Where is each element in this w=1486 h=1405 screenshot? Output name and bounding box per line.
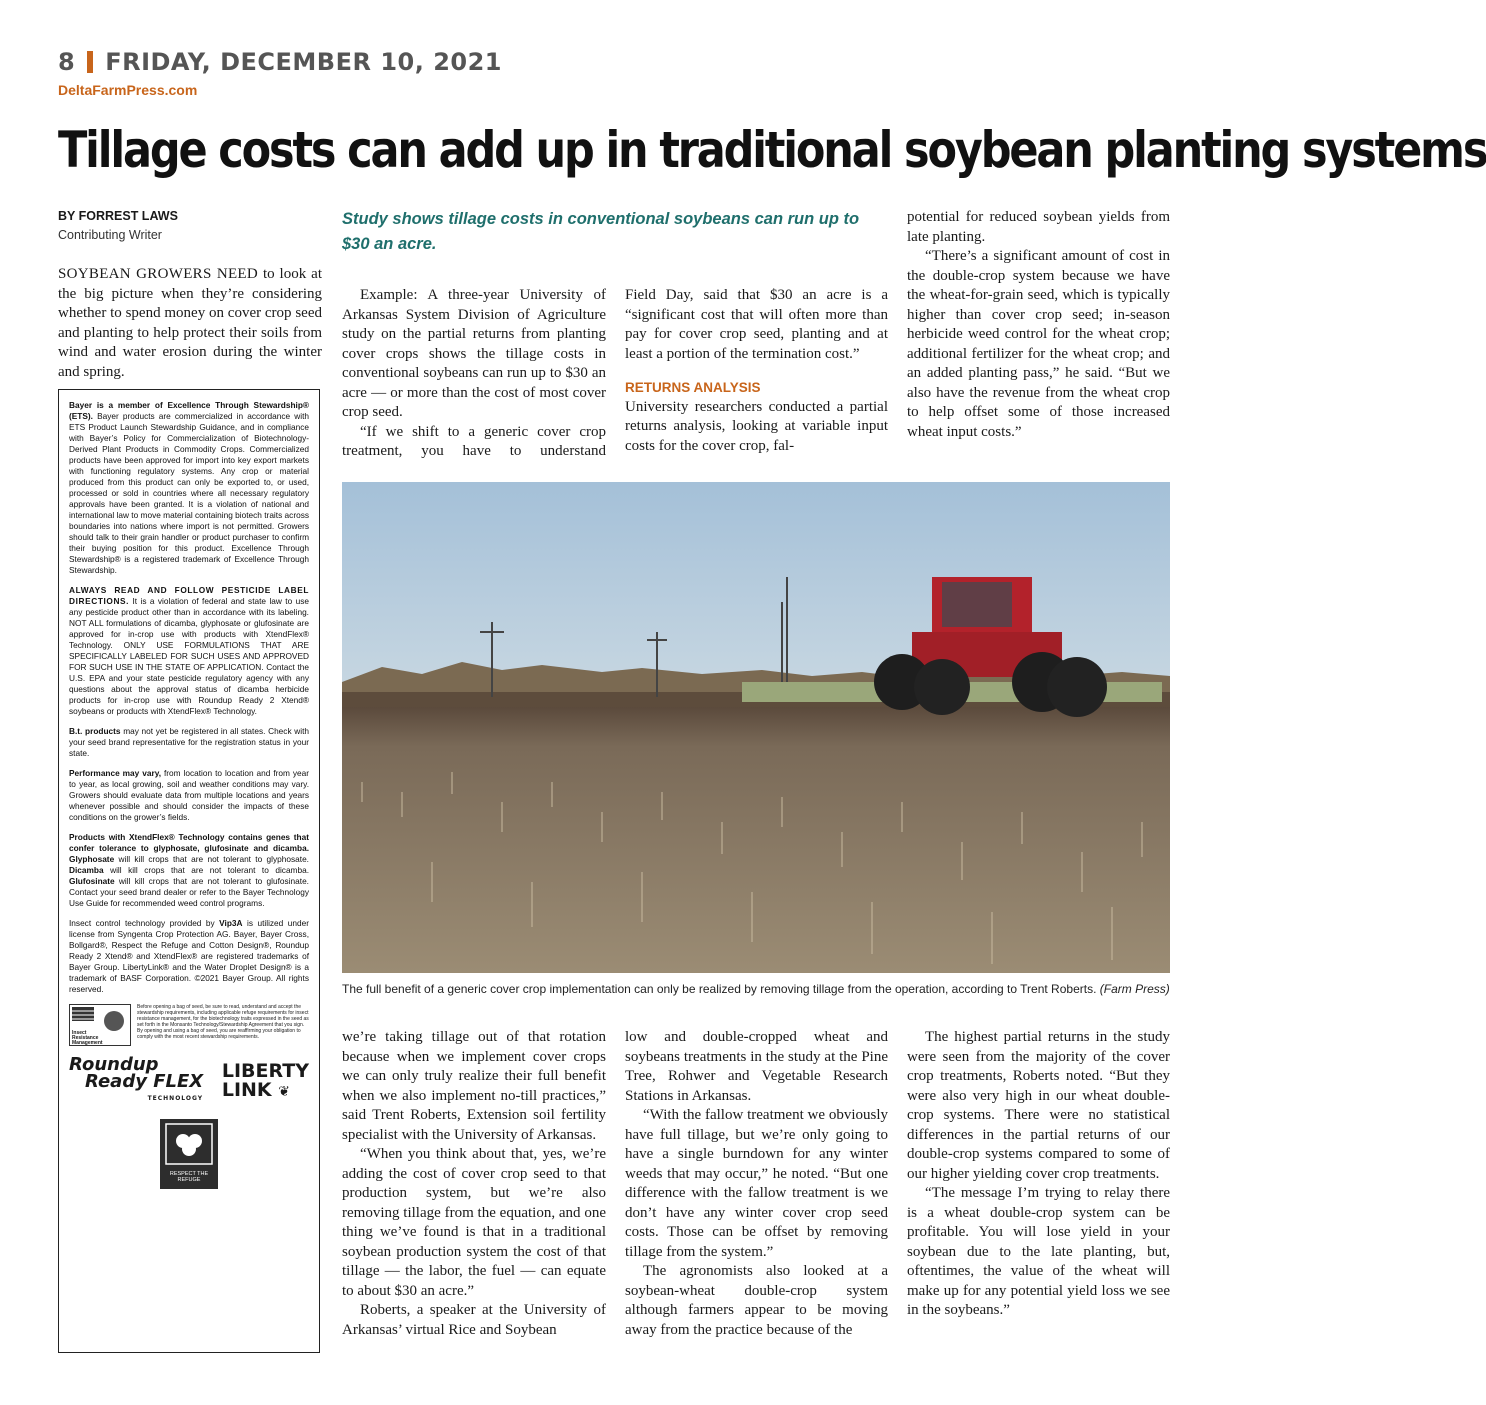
byline-role: Contributing Writer	[58, 228, 162, 242]
disclaimer-bold: Dicamba	[69, 865, 104, 875]
column-3-top	[625, 286, 888, 456]
headline: Tillage costs can add up in traditional soybean planting systems	[58, 121, 1486, 179]
stewardship-disclaimer-box	[58, 389, 320, 1353]
cotton-boll-icon	[160, 1119, 218, 1169]
disclaimer-bold: Performance may vary,	[69, 768, 162, 778]
paragraph: The agronomists also looked at a soybean-wheat double-crop system although farmers appear to be moving away from the practice because of the	[625, 1263, 888, 1338]
paragraph: Roberts, a speaker at the University of Arkansas’ virtual Rice and Soybean	[342, 1302, 606, 1338]
respect-the-refuge-logo	[160, 1119, 218, 1189]
tractor-field-image	[342, 482, 1170, 973]
paragraph: “With the fallow treatment we obviously have full tillage, but we’re only going to have a single burndown for any winter weeds that may occur,” he noted. “But one difference with the fallow treatment is we don’t have any winter cover crop seed costs. Those can be offset by removing tillage from the system.”	[625, 1107, 888, 1260]
paragraph: Example: A three-year University of Arkansas System Division of Agriculture study on the partial returns from planting cover crops shows the tillage costs in conventional soybeans can run up to $30 an acre — or more than the cost of most cover crop seed.	[342, 287, 606, 420]
paragraph: Field Day, said that $30 an acre is a “significant cost that will often more than pay for cover crop seed, planting and at least a portion of the termination cost.”	[625, 287, 888, 362]
paragraph: “If we shift to a generic cover crop treatment, you have to understand	[342, 423, 606, 459]
disclaimer-text: will kill crops that are not tolerant to glyphosate.	[114, 854, 309, 864]
column-2-bottom	[342, 1028, 606, 1340]
disclaimer-bold: B.t. products	[69, 726, 121, 736]
lead-paragraph	[58, 265, 322, 382]
logo-text: Roundup	[69, 1054, 159, 1075]
disclaimer-bold: ALWAYS READ AND FOLLOW PESTICIDE LABEL DIRECTIONS.	[69, 585, 309, 606]
subhead: RETURNS ANALYSIS	[625, 380, 761, 395]
disclaimer-paragraph	[69, 400, 309, 576]
caption-text: The full benefit of a generic cover crop implementation can only be realized by removing tillage from the operation, according to Trent Roberts.	[342, 982, 1097, 996]
disclaimer-text: may not yet be registered in all states. Check with your seed brand representative for the registration status in your state.	[69, 726, 310, 758]
disclaimer-paragraph	[69, 832, 309, 909]
brand-logos	[69, 1056, 309, 1107]
lead-in: SOYBEAN GROWERS NEED	[58, 266, 259, 282]
paragraph: The highest partial returns in the study were seen from the majority of the cover crop treatments, Roberts noted. “But they were also very high in our wheat double-crop systems. There were no statistical differences in the partial returns of our double-crop systems compared to some of our higher yielding cover crop treatments.	[907, 1029, 1170, 1182]
site-link[interactable]: DeltaFarmPress.com	[58, 82, 198, 98]
water-droplet-icon: ❦	[278, 1083, 291, 1100]
column-4-bottom	[907, 1028, 1170, 1321]
photo-caption	[342, 982, 1170, 996]
irm-notice	[69, 1004, 309, 1046]
column-2-top	[342, 286, 606, 462]
issue-date: FRIDAY, DECEMBER 10, 2021	[105, 48, 502, 76]
disclaimer-text: will kill crops that are not tolerant to dicamba.	[103, 865, 309, 875]
logo-text: TECHNOLOGY	[147, 1095, 204, 1102]
column-4-top	[907, 208, 1170, 442]
disclaimer-paragraph	[69, 918, 309, 995]
logo-text: LINK	[221, 1078, 272, 1101]
byline-author: BY FORREST LAWS	[58, 209, 178, 223]
refuge-text: RESPECT THE REFUGE	[169, 1171, 209, 1183]
disclaimer-text: It is a violation of federal and state law to use any pesticide product other than in accordance with its labeling. NOT ALL formulations of dicamba, glyphosate or glufosinate are approved for in-crop use with products with XtendFlex® Technology. ONLY USE FORMULATIONS THAT ARE SPECIFICALLY LABELED FOR SUCH USES AND APPROVED FOR SUCH USE IN THE STATE OF APPLICATION. Contact the U.S. EPA and your state pesticide regulatory agency with any questions about the approval status of dicamba herbicide products for in-crop use with Roundup Ready 2 Xtend® soybeans or products with XtendFlex® Technology.	[69, 596, 309, 716]
disclaimer-text: will kill crops that are not tolerant to glufosinate. Contact your seed brand dealer or refer to the Bayer Technology Use Guide for recommended weed control programs.	[69, 876, 309, 908]
liberty-link-logo	[221, 1059, 309, 1102]
article-photo	[342, 482, 1170, 973]
disclaimer-paragraph	[69, 768, 309, 823]
disclaimer-text: Bayer products are commercialized in accordance with ETS Product Launch Stewardship Guidance, and in compliance with Bayer’s Policy for Commercialization of Biotechnology-Derived Plant Products in Commodity Crops. Commercialized products have been approved for import into key export markets with functioning regulatory systems. Any crop or material produced from this product can only be exported to, or used, processed or sold in countries where all necessary regulatory approvals have been granted. It is a violation of national and international law to move material containing biotech traits across boundaries into nations where import is not permitted. Growers should talk to their grain handler or product purchaser to confirm their buying position for this product. Excellence Through Stewardship® is a registered trademark of Excellence Through Stewardship.	[69, 411, 309, 575]
disclaimer-bold: Glyphosate	[69, 854, 115, 864]
disclaimer-bold: Vip3A	[219, 918, 243, 928]
paragraph: “The message I’m trying to relay there is a wheat double-crop system can be profitable. You will lose yield in your soybean due to the late planting, but, oftentimes, the value of the wheat will make up for any potential yield loss we see in the soybeans.”	[907, 1185, 1170, 1318]
disclaimer-bold: Products with XtendFlex® Technology contains genes that confer tolerance to glyphosate, glufosinate and dicamba.	[69, 832, 309, 853]
irm-logo-text: Insect Resistance Management	[72, 1030, 103, 1046]
deck-subtitle: Study shows tillage costs in conventional soybeans can run up to $30 an acre.	[342, 210, 860, 253]
lead-text: to look at the big picture when they’re considering whether to spend money on cover crop seed and planting to help protect their soils from wind and water erosion during the winter and spring.	[58, 266, 322, 380]
disclaimer-bold: Glufosinate	[69, 876, 115, 886]
disclaimer-text: Insect control technology provided by	[69, 918, 220, 928]
paragraph: “There’s a significant amount of cost in the double-crop system because we have the wheat-for-grain seed, which is typically higher than cover crop seed; in-season herbicide weed control for the wheat crop; additional fertilizer for the wheat crop; and an added planting pass,” he said. “But we also have the revenue from the wheat crop to help offset some of those increased wheat input costs.”	[907, 248, 1170, 440]
paragraph: “When you think about that, yes, we’re adding the cost of cover crop seed to that production system, but we’re also removing tillage from the equation, and one thing we’ve found is that in a traditional soybean production system the cost of that tillage — the labor, the fuel — can equate to about $30 an acre.”	[342, 1146, 606, 1299]
folio-divider	[87, 51, 93, 73]
paragraph: University researchers conducted a partial returns analysis, looking at variable input costs for the cover crop, fal-	[625, 398, 888, 454]
page-folio	[58, 48, 502, 76]
article-lead	[58, 265, 322, 382]
disclaimer-paragraph	[69, 726, 309, 759]
disclaimer-text: from location to location and from year to year, as local growing, soil and weather conditions may vary. Growers should evaluate data from multiple locations and years whenever possible and should consider the impacts of these conditions on the grower’s fields.	[69, 768, 310, 822]
paragraph: we’re taking tillage out of that rotation because when we implement cover crops we can only truly realize their full benefit when we also implement no-till practices,” said Trent Roberts, Extension soil fertility specialist with the University of Arkansas.	[342, 1029, 606, 1143]
roundup-ready-flex-logo	[69, 1056, 203, 1107]
disclaimer-bold: Bayer is a member of Excellence Through Stewardship® (ETS).	[69, 400, 309, 421]
irm-logo	[69, 1004, 131, 1046]
disclaimer-text: is utilized under license from Syngenta Crop Protection AG. Bayer, Bayer Cross, Bollgard®, Respect the Refuge and Cotton Design®, Roundup Ready 2 Xtend® and XtendFlex® are registered trademarks of Bayer Group. LibertyLink® and the Water Droplet Design® is a trademark of BASF Corporation. ©2021 Bayer Group. All rights reserved.	[69, 918, 309, 994]
logo-text: LIBERTY	[221, 1059, 309, 1082]
paragraph: low and double-cropped wheat and soybeans treatments in the study at the Pine Tree, Rohwer and Vegetable Research Stations in Arkansas.	[625, 1029, 888, 1104]
logo-text: Ready FLEX	[85, 1071, 204, 1092]
page-number: 8	[58, 48, 76, 76]
paragraph: potential for reduced soybean yields from late planting.	[907, 209, 1170, 245]
irm-text: Before opening a bag of seed, be sure to read, understand and accept the stewardship requirements, including applicable refuge requirements for insect resistance management, for the biotechnology traits expressed in the seed as set forth in the Monsanto Technology/Stewardship Agreement that you sign. By opening and using a bag of seed, you are reaffirming your obligation to comply with the most recent stewardship requirements.	[137, 1004, 309, 1040]
column-3-bottom	[625, 1028, 888, 1340]
photo-credit: (Farm Press)	[1099, 982, 1170, 996]
disclaimer-paragraph	[69, 585, 309, 717]
